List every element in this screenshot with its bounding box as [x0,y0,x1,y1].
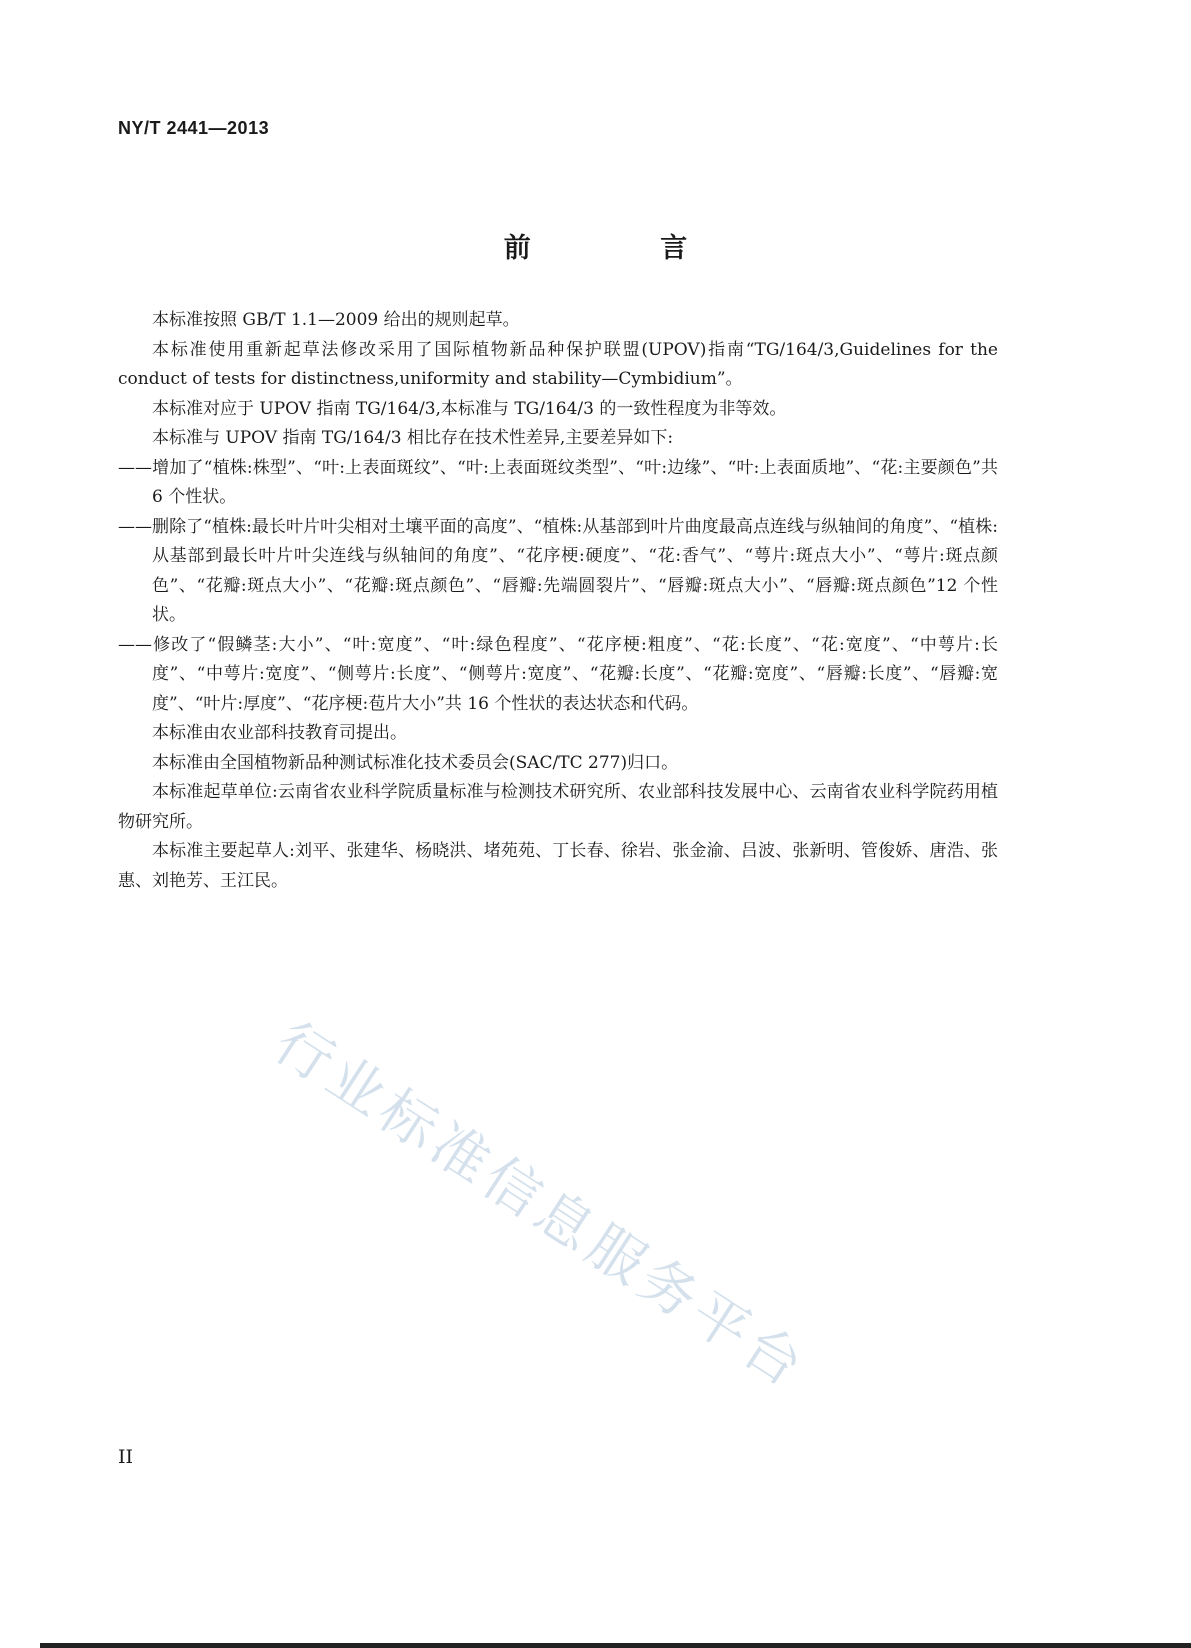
page-number: II [118,1446,134,1468]
paragraph-drafters: 本标准主要起草人:刘平、张建华、杨晓洪、堵苑苑、丁长春、徐岩、张金渝、吕波、张新明、管俊娇、唐浩、张惠、刘艳芳、王江民。 [118,841,998,891]
difference-item-deleted: ——删除了“植株:最长叶片叶尖相对土壤平面的高度”、“植株:从基部到叶片曲度最高点连线与纵轴间的角度”、“植株:从基部到最长叶片叶尖连线与纵轴间的角度”、“花序梗:硬度”、“花:香气”、“萼片:斑点大小”、“萼片:斑点颜色”、“花瓣:斑点大小”、“花瓣:斑点颜色”、“唇瓣:先端圆裂片”、“唇瓣:斑点大小”、“唇瓣:斑点颜色”12 个性状。 [118,516,998,625]
standard-number: NY/T 2441—2013 [118,118,270,138]
paragraph-committee: 本标准由全国植物新品种测试标准化技术委员会(SAC/TC 277)归口。 [152,752,679,773]
difference-item-added: ——增加了“植株:株型”、“叶:上表面斑纹”、“叶:上表面斑纹类型”、“叶:边缘”、“叶:上表面质地”、“花:主要颜色”共 6 个性状。 [118,457,998,507]
difference-item-modified: ——修改了“假鳞茎:大小”、“叶:宽度”、“叶:绿色程度”、“花序梗:粗度”、“花:长度”、“花:宽度”、“中萼片:长度”、“中萼片:宽度”、“侧萼片:长度”、“侧萼片:宽度”、“花瓣:长度”、“花瓣:宽度”、“唇瓣:长度”、“唇瓣:宽度”、“叶片:厚度”、“花序梗:苞片大小”共 16 个性状的表达状态和代码。 [118,634,998,714]
foreword-body [118,306,998,896]
scan-edge-rule [40,1643,1191,1648]
paragraph-proposer: 本标准由农业部科技教育司提出。 [152,723,407,743]
paragraph-equivalence: 本标准对应于 UPOV 指南 TG/164/3,本标准与 TG/164/3 的一致性程度为非等效。 [152,398,787,419]
paragraph-upov-adoption: 本标准使用重新起草法修改采用了国际植物新品种保护联盟(UPOV)指南“TG/164/3,Guidelines for the conduct of tests for distinctness,uniformity and stability—Cymbidium”。 [118,339,998,389]
paragraph-drafting-rules: 本标准按照 GB/T 1.1—2009 给出的规则起草。 [152,310,520,330]
document-title: 前 言 [503,233,748,264]
paragraph-differences-intro: 本标准与 UPOV 指南 TG/164/3 相比存在技术性差异,主要差异如下: [152,428,674,448]
watermark: 行业标准信息服务平台 [263,1010,819,1403]
paragraph-drafting-units: 本标准起草单位:云南省农业科学院质量标准与检测技术研究所、农业部科技发展中心、云南省农业科学院药用植物研究所。 [118,782,998,832]
